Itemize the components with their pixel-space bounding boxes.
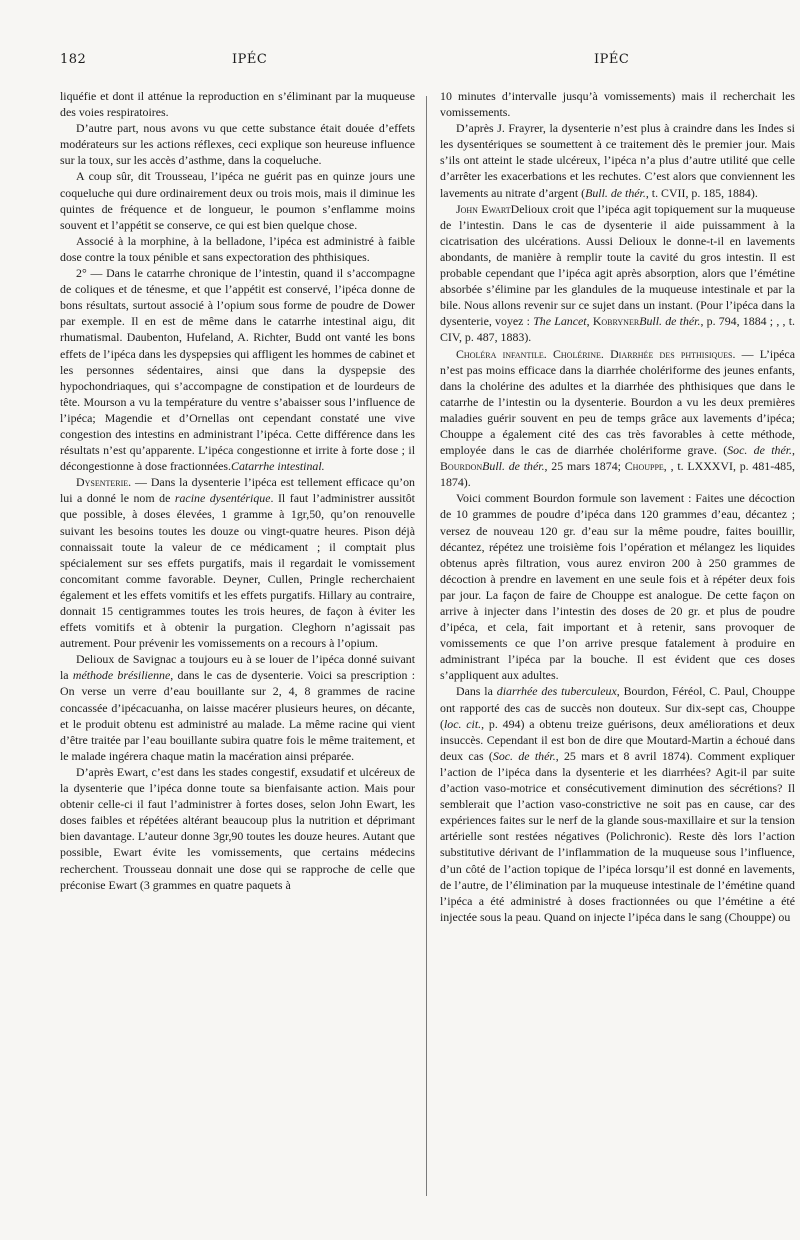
text-run: — Dans la dysenterie l’ipéca est tellement efficace qu’on lui a donné le nom de	[60, 475, 415, 506]
running-header	[60, 52, 750, 72]
text-run: D’autre part, nous avons vu que cette substance était douée d’effets modérateurs sur les actions réflexes, ceci explique son heureuse influence sur la toux, sur les accès d’asthme, dans la coqueluche.	[60, 121, 415, 168]
right-column	[440, 88, 795, 925]
small-caps-text: John Ewart	[456, 201, 511, 216]
text-run: , t. LXXXVI, p. 481-485, 1874).	[440, 459, 796, 490]
paragraph	[60, 764, 415, 893]
text-run: , t. CVII, p. 185, 1884).	[645, 185, 758, 200]
column-divider	[426, 96, 427, 1196]
italic-text: méthode brésilienne	[72, 668, 171, 683]
paragraph	[440, 346, 795, 491]
paragraph	[60, 233, 415, 265]
text-run: , t. CIV, p. 487, 1883).	[440, 314, 795, 345]
text-run: D’après Ewart, c’est dans les stades congestif, exsudatif et ulcéreux de la dysenterie que l’ipéca donne toute sa bienfaisante action. Mais pour obtenir celle-ci il faut l’administrer à fortes doses, selon John Ewart, les doses faibles et répétées altérant beaucoup plus la nutrition et déprimant bien davantage. L’auteur donne 3gr,90 toutes les douze heures. Autant que possible, Ewart évite les vomissements, que certains médecins recherchent. Trousseau donnait une dose qui se rapproche de celle que préconise Ewart (3 grammes en quatre paquets à	[60, 764, 415, 892]
italic-text: diarrhée des tuberculeux	[496, 684, 617, 699]
running-head-right: IPÉC	[594, 52, 630, 67]
italic-text: Bull. de thér.	[639, 314, 701, 329]
paragraph	[440, 88, 795, 120]
italic-text: Soc. de thér.	[492, 748, 556, 763]
italic-text: The Lancet	[533, 314, 587, 329]
small-caps-text: Dysenterie.	[76, 475, 132, 490]
italic-text: racine dysentérique	[174, 491, 271, 506]
small-caps-text: Kobryner	[592, 314, 640, 329]
italic-text: Bull. de thér.	[482, 459, 545, 474]
text-run: , p. 794, 1884 ;	[700, 314, 777, 329]
text-run: Voici comment Bourdon formule son lavement : Faites une décoction de 10 grammes de poudre d’ipéca dans 120 grammes d’eau, décantez ; versez de nouveau 120 gr. d’eau sur la même poudre, faites bouillir, décantez, répétez une troisième fois l’opération et mélangez les liquides obtenus après filtration, vous aurez environ 200 à 250 grammes de décoction à prendre en lavement en une seule fois et à répéter deux fois par jour. La façon de faire de Chouppe est analogue. De cette façon on arrive à injecter dans l’intestin des doses de 20 gr. et plus de poudre d’ipéca, et cela, fait important et à retenir, sans provoquer de vomissements ce que l’on arrive presque fatalement à produire en administrant l’ipéca par la bouche. Il est évident que ces doses s’appliquent aux adultes.	[440, 491, 795, 683]
left-column	[60, 88, 415, 893]
text-run: 10 minutes d’intervalle jusqu’à vomissements) mais il recherchait les vomissements.	[440, 89, 795, 120]
small-caps-text: Chouppe	[624, 459, 664, 474]
text-run: Delioux croit que l’ipéca agit topiquement sur la muqueuse de l’intestin. Dans le cas de dysenterie il aide puissamment à la cicatrisation des ulcérations. Aussi Delioux le donne-t-il en lavements abondants, de manière à remplir toute la cavité du gros intestin. Il est probable cependant que l’ipéca agit après absorption, alors que l’émétine absorbée s’élimine par les glandules de la muqueuse intestinale et par la bile. Nous allons revenir sur ce sujet dans un instant. (Pour l’ipéca dans la dysenterie, voyez :	[440, 201, 795, 329]
paragraph	[440, 120, 795, 200]
paragraph	[440, 683, 795, 924]
running-head-left: IPÉC	[232, 52, 268, 67]
text-run: — L’ipéca n’est pas moins efficace dans la diarrhée cholériforme des jeunes enfants, dans la cholérine des adultes et la diarrhée des phthisiques que dans le catarrhe de l’intestin ou la dysenterie. Bourdon a vu les deux premières maladies guérir souvent en peu de temps grâce aux lavements d’ipéca; Chouppe a également cité des cas très favorables à cette méthode, employée dans le cas de diarrhée cholériforme grave. (	[440, 346, 795, 458]
italic-text: loc. cit.	[443, 716, 482, 731]
small-caps-text: Choléra infantile. Cholérine. Diarrhée des phthisiques.	[456, 346, 736, 361]
text-run: liquéfie et dont il atténue la reproduction en s’éliminant par la muqueuse des voies respiratoires.	[60, 89, 415, 120]
italic-text: Soc. de thér.	[727, 443, 793, 458]
page-number: 182	[60, 52, 87, 67]
text-run: . Il faut l’administrer aussitôt que possible, à doses élevées, 1 gramme à 1gr,50, qu’on renouvelle suivant les besoins toutes les douze ou vingt-quatre heures. Pison déjà connaissait toute la valeur de ce médicament ; il comptait plus spécialement sur ses effets purgatifs, mais il regardait le vomissement concomitant comme favorable. Deyner, Cullen, Pringle recherchaient également et les effets vomitifs et les effets purgatifs. Hillary au contraire, donnait 15 centigrammes toutes les trois heures, de façon à éviter les effets vomitifs et à obtenir la purgation. Cleghorn n’agissait pas autrement. Pour prévenir les vomissements on a recours à l’opium.	[60, 491, 415, 651]
text-run: A coup sûr, dit Trousseau, l’ipéca ne guérit pas en quinze jours une coqueluche qui dure ordinairement deux ou trois mois, mais il diminue les quintes de fréquence et de longueur, le poumon s’enflamme moins souvent et l’appétit se conserve, ce qui est bien quelque chose.	[60, 169, 415, 232]
paragraph	[60, 88, 415, 120]
italic-text: Catarrhe intestinal.	[231, 459, 325, 474]
text-run: , 25 mars et 8 avril 1874). Comment expliquer l’action de l’ipéca dans la dysenterie et les diarrhées? Agit-il par suite d’action vaso-motrice et consécutivement diminution des sécrétions? Il semblerait que l’action vaso-constrictive ne soit pas en cause, car des expériences faites sur le nerf de la glande sous-maxillaire et sur la tension artérielle sont restées négatives (Polichronic). Reste dès lors l’action substitutive dérivant de l’inflammation de la muqueuse sous l’influence, d’un côté de l’action topique de l’ipéca lorsqu’il est donné en lavements, de l’autre, de l’élimination par la muqueuse intestinale de l’émétine quand l’ipéca a été administré à doses fractionnées ou que l’émétine a été injectée sous la peau. Quand on injecte l’ipéca dans le sang (Chouppe) ou	[440, 748, 795, 924]
small-caps-text: Bourdon	[440, 459, 483, 474]
text-run: , p. 494) a obtenu treize guérisons, deux améliorations et deux insuccès. Cependant il est bon de dire que Moutard-Martin a échoué dans deux cas (	[440, 716, 795, 763]
text-run: Dans la	[456, 684, 497, 699]
text-run: ,	[792, 443, 795, 458]
paragraph	[60, 651, 415, 764]
text-run: , 25 mars 1874;	[544, 459, 625, 474]
paragraph	[60, 265, 415, 474]
text-run: , dans le cas de dysenterie. Voici sa prescription : On verse un verre d’eau bouillante sur 2, 4, 8 grammes de racine concassée d’ipécacuanha, on laisse macérer plusieurs heures, on décante, et le produit obtenu est administré au malade. La même racine qui vient d’être traitée par l’eau bouillante subira quatre fois le même traitement, et le malade ingérera chaque matin la macération ainsi préparée.	[60, 668, 416, 763]
text-run: — Dans le catarrhe chronique de l’intestin, quand il s’accompagne de coliques et de ténesme, et que l’appétit est conservé, l’ipéca donne de bons résultats, surtout associé à l’opium sous forme de poudre de Dower par exemple. Il en est de même dans le catarrhe intestinal aigu, dit rhumatismal. Daubenton, Hufeland, A. Richter, Budd ont vanté les bons effets de l’ipéca dans les dyspepsies qui affligent les hommes de cabinet et les personnes sédentaires, ainsi que dans la dyspepsie des hypochondriaques, qui s’accompagne de constipation et de lourdeurs de tête. Mourson a vu la température du ventre s’abaisser sous l’influence de l’ipéca; Magendie et d’Ornellas ont cependant constaté une vive congestion des intestins en administrant l’ipéca. Cette différence dans les résultats n’est qu’apparente. L’ipéca congestionne et irrite à forte dose ; il décongestionne à dose fractionnées.	[60, 266, 415, 474]
italic-text: Bull. de thér.	[585, 185, 646, 200]
text-run: Delioux de Savignac a toujours eu à se louer de l’ipéca donné suivant la	[60, 652, 415, 683]
text-run: , Bourdon, Féréol, C. Paul, Chouppe ont rapporté des cas de succès non douteux. Sur dix-sept cas, Chouppe (	[440, 684, 795, 731]
paragraph	[60, 120, 415, 168]
text-run: ,	[586, 314, 593, 329]
paragraph	[60, 474, 415, 651]
text-run: D’après J. Frayrer, la dysenterie n’est plus à craindre dans les Indes si les dysentériques se soumettent à ce traitement dès le premier jour. Mais s’ils ont atteint le stade ulcéreux, l’ipéca n’a plus d’autre utilité que celle d’arrêter les exacerbations et les rechutes. C’est alors que conviennent les lavements au nitrate d’argent (	[440, 121, 795, 200]
paragraph	[440, 490, 795, 683]
text-run: ,	[663, 459, 671, 474]
text-run: 2°	[76, 266, 91, 281]
text-run: ,	[776, 314, 783, 329]
text-run: Associé à la morphine, à la belladone, l’ipéca est administré à faible dose contre la toux pénible et sans expectoration des phthisiques.	[60, 233, 415, 264]
paragraph	[440, 201, 795, 346]
paragraph	[60, 168, 415, 232]
